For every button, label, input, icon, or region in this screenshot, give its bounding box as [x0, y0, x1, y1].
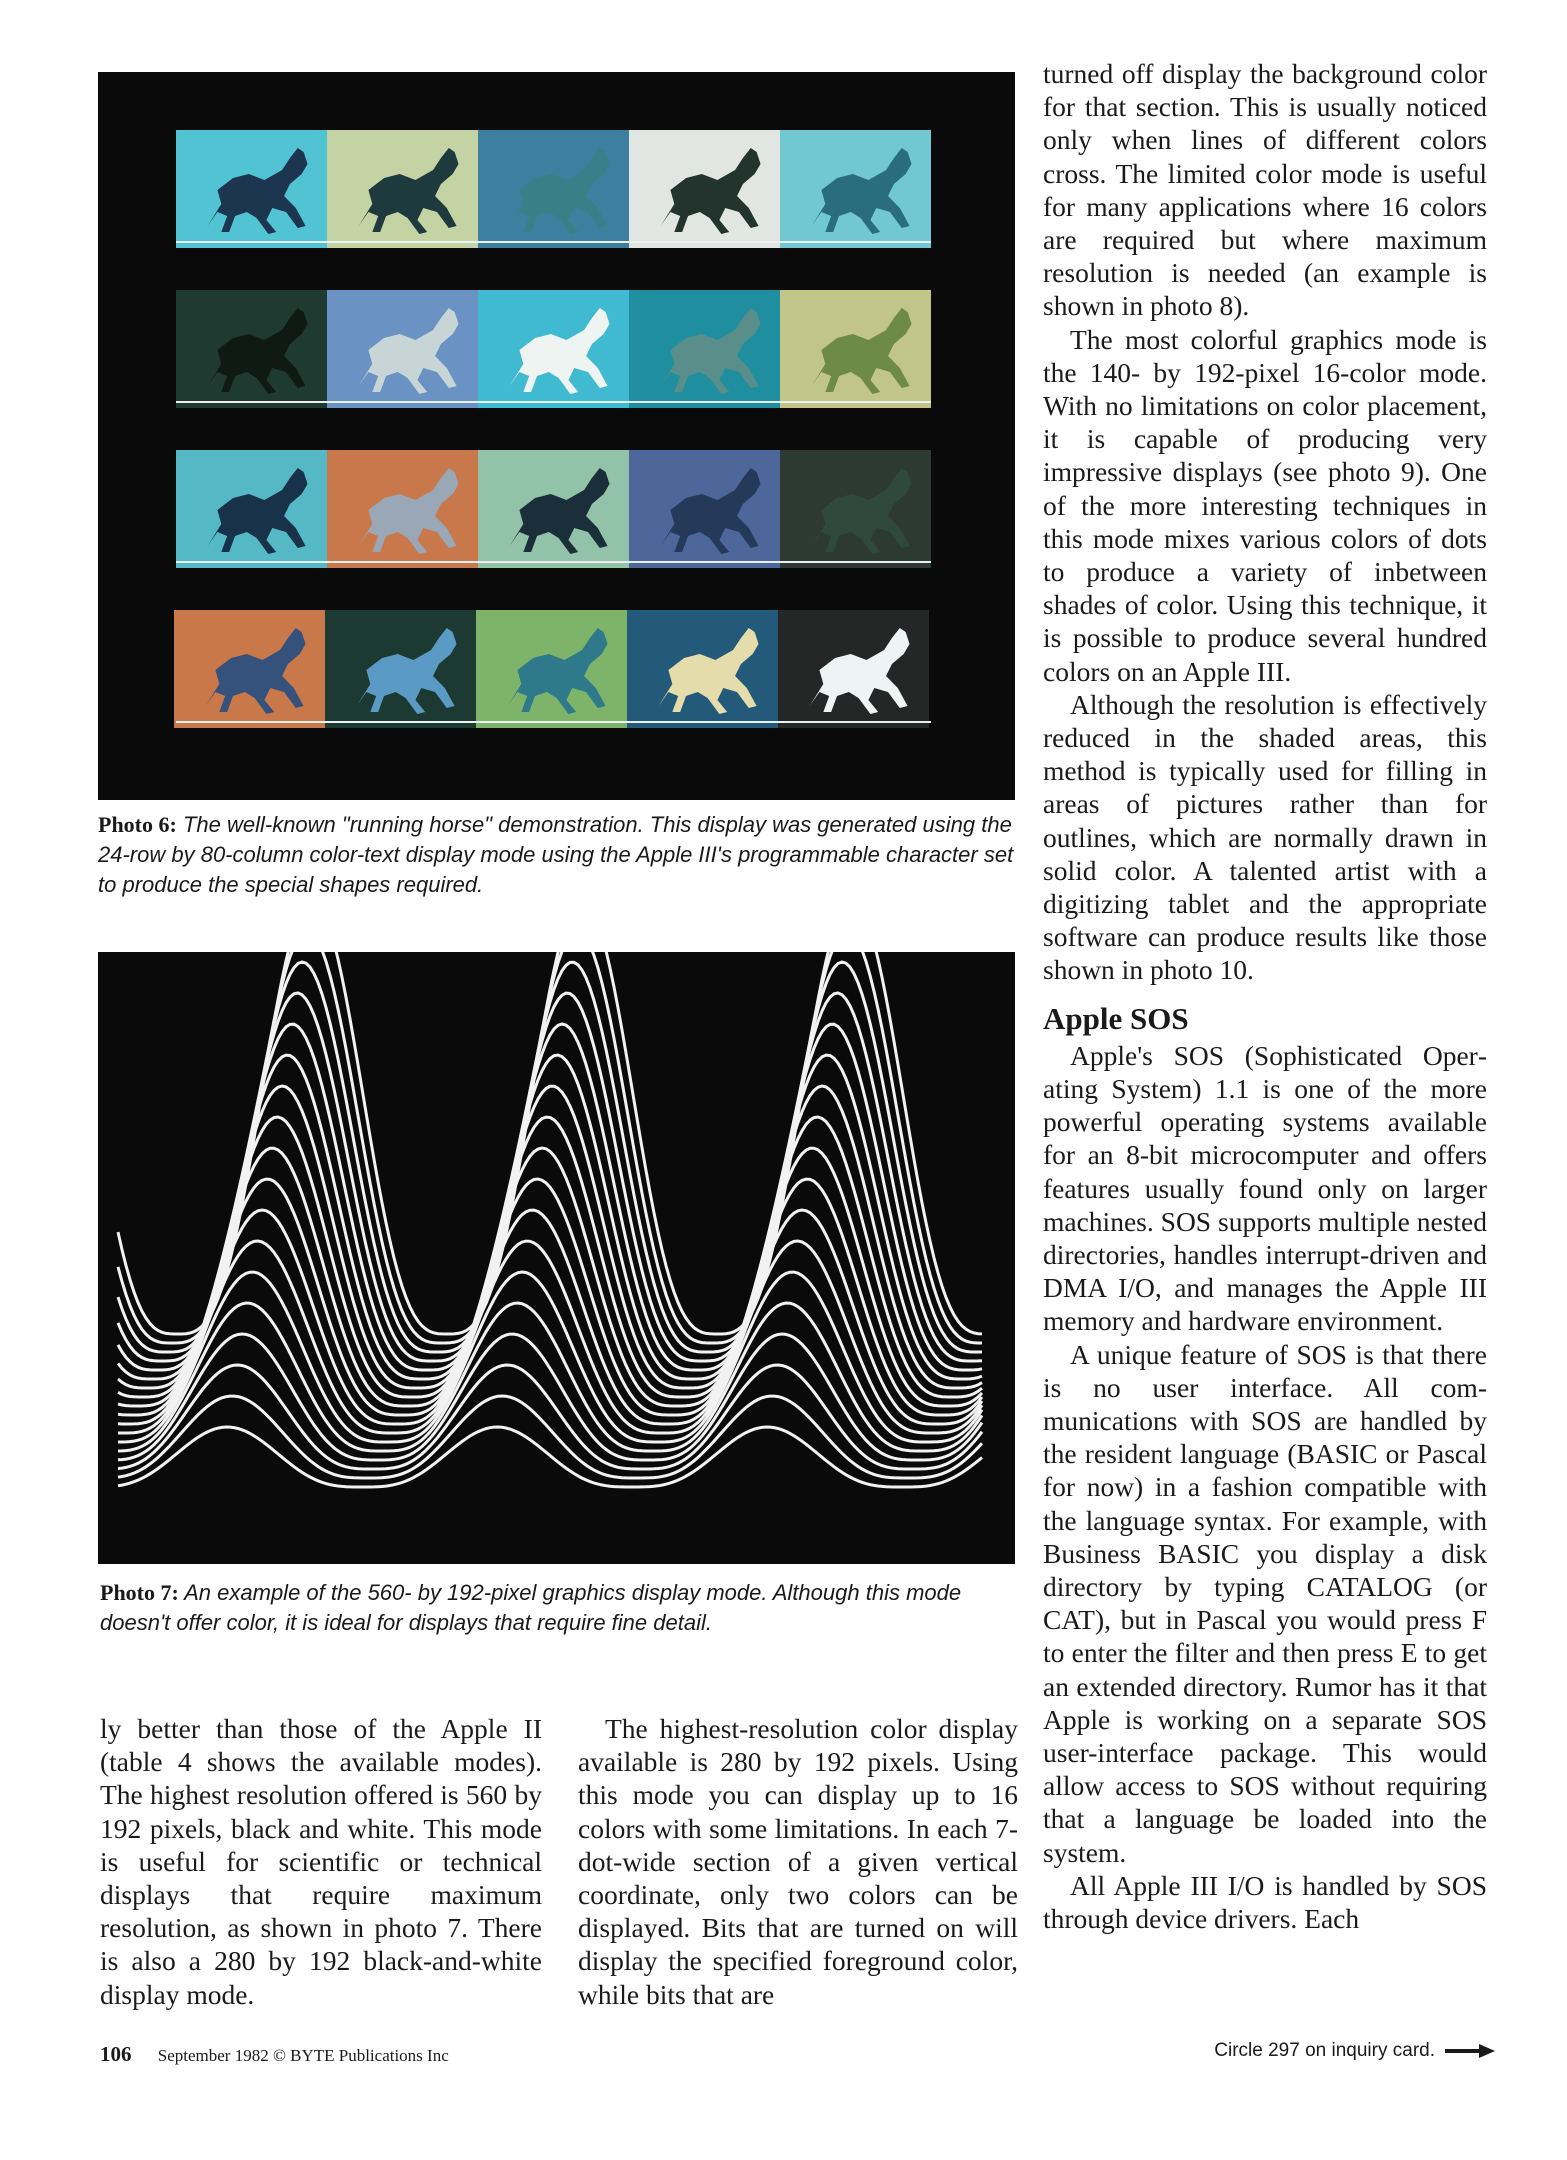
middle-paragraph: The highest-resolution color display available is 280 by 192 pixels. Using this mode you can display up to 16 colors with some limitations. In each 7-dot-wide section of a given vertical coordinate, only two colors can be displayed. Bits that are turned on will display the specified foreground color, while bits that are [578, 1713, 1018, 2010]
running-horse-grid [98, 72, 1015, 800]
waveform-trace [118, 1272, 982, 1442]
photo-7-caption [100, 1578, 1015, 1638]
photo-6 [98, 72, 1015, 800]
page-footer-left [100, 2042, 449, 2067]
photo-6-caption-text: The well-known "running horse" demonstration. This display was generated using the 24-row by 80-column color-text display mode using the Apple III's programmable character set to produce the special shapes required. [98, 812, 1014, 897]
horse-frame [778, 610, 929, 728]
horse-frame [627, 610, 778, 728]
middle-column [578, 1712, 1018, 2011]
photo-7-caption-label: Photo 7: [100, 1580, 179, 1605]
horse-frame [629, 290, 780, 408]
left-column [100, 1712, 542, 2011]
waveform-display [98, 952, 1015, 1564]
photo-7-caption-text: An example of the 560- by 192-pixel graphics display mode. Although this mode doesn't offer color, it is ideal for displays that require fine detail. [100, 1580, 962, 1635]
horse-frame [176, 130, 327, 248]
right-paragraph: A unique feature of SOS is that there is no user interface. All communications with SOS are handled by the resident language (BASIC or Pascal for now) in a fashion compatible with the language syntax. For example, with Business BASIC you display a disk directory by typing CATALOG (or CAT), but in Pascal you would press F to enter the filter and then press E to get an extended directory. Rumor has it that Apple is working on a separate SOS user-interface package. This would allow access to SOS without requiring that a language be loaded into the system. [1043, 1338, 1487, 1868]
inquiry-note: Circle 297 on inquiry card. [1214, 2040, 1435, 2061]
horse-frame [780, 450, 931, 568]
left-paragraph: ly better than those of the Apple II (table 4 shows the available modes). The highest resolution offered is 560 by 192 pixels, black and white. This mode is useful for scientific or technical displays that require maximum resolution, as shown in photo 7. There is also a 280 by 192 black-and-white display mode. [100, 1713, 542, 2010]
horse-frame [780, 290, 931, 408]
horse-frame [325, 610, 476, 728]
horse-frame [629, 130, 780, 248]
waveform-trace [118, 1396, 982, 1478]
page-number: 106 [100, 2042, 132, 2066]
photo-6-caption [98, 810, 1015, 900]
section-heading: Apple SOS [1043, 1000, 1189, 1036]
page-footer-right [1214, 2040, 1495, 2062]
horse-frame [174, 610, 325, 728]
waveform-trace [118, 1365, 982, 1469]
right-paragraph: Apple's SOS (Sophisticated Operating System) 1.1 is one of the more powerful operating systems available for an 8-bit microcomputer and offers features usually found only on larger machines. SOS supports multiple nested directories, handles interrupt-driven and DMA I/O, and manages the Apple III memory and hardware environment. [1043, 1039, 1487, 1337]
horse-frame [176, 450, 327, 568]
photo-6-caption-label: Photo 6: [98, 812, 177, 837]
right-column [1043, 57, 1487, 1935]
arrow-right-icon [1445, 2043, 1495, 2059]
horse-frame [327, 290, 478, 408]
publication-line: September 1982 © BYTE Publications Inc [157, 2046, 449, 2065]
waveform-trace [118, 1210, 982, 1424]
horse-frame [478, 450, 629, 568]
horse-frame [478, 130, 629, 248]
waveform-trace [118, 1427, 982, 1487]
photo-7 [98, 952, 1015, 1564]
horse-frame [327, 130, 478, 248]
horse-frame [176, 290, 327, 408]
right-paragraph: Although the resolution is effectively reduced in the shaded areas, this method is typically used for filling in areas of pictures rather than for outlines, which are normally drawn in solid color. A talented artist with a digitizing tablet and the appropriate software can produce results like those shown in photo 10. [1043, 688, 1487, 986]
horse-frame [327, 450, 478, 568]
right-paragraph: All Apple III I/O is handled by SOS through device drivers. Each [1043, 1869, 1487, 1934]
right-paragraph: The most colorful graphics mode is the 140- by 192-pixel 16-color mode. With no limitations on color placement, it is capable of producing very impressive displays (see photo 9). One of the more interesting techniques in this mode mixes various colors of dots to produce a variety of inbetween shades of color. Using this technique, it is possible to produce several hundred colors on an Apple III. [1043, 323, 1487, 687]
horse-frame [476, 610, 627, 728]
horse-frame [780, 130, 931, 248]
waveform-trace [118, 1055, 982, 1379]
horse-frame [629, 450, 780, 568]
right-paragraph: turned off display the background color for that section. This is usually noticed only when lines of different colors cross. The limited color mode is useful for many applications where 16 colors are required but where maximum resolution is needed (an example is shown in photo 8). [1043, 58, 1487, 322]
horse-frame [478, 290, 629, 408]
